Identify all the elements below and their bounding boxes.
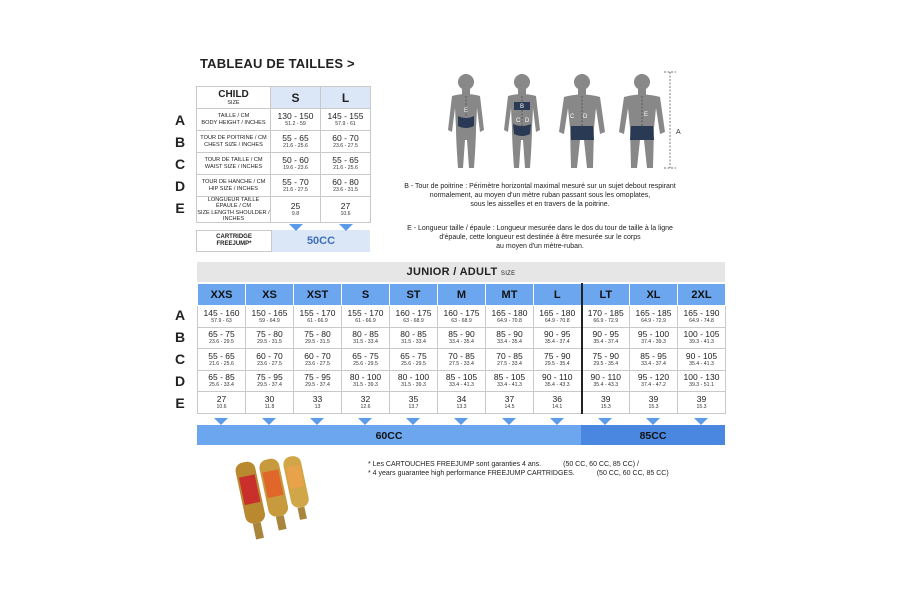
svg-text:D: D: [583, 114, 588, 120]
size-arrow: [310, 418, 324, 425]
adult-cell: 60 - 70 23.6 - 27.5: [294, 349, 342, 371]
child-cell: 55 - 70 21.6 - 27.5: [271, 175, 321, 197]
adult-cell: 100 - 105 39.3 - 41.3: [678, 327, 726, 349]
adult-cell: 65 - 75 23.6 - 29.5: [198, 327, 246, 349]
adult-size-header: LT: [582, 284, 630, 306]
body-measurement-figures: [430, 68, 690, 178]
child-cell: 27 10.6: [321, 197, 371, 223]
size-arrow: [502, 418, 516, 425]
svg-text:D: D: [525, 118, 530, 124]
child-arrow-s: [289, 224, 303, 231]
row-letter: C: [174, 351, 186, 367]
adult-cell: 95 - 100 37.4 - 39.3: [630, 327, 678, 349]
row-letter: B: [174, 329, 186, 345]
row-letter: C: [174, 156, 186, 172]
adult-cell: 95 - 120 37.4 - 47.2: [630, 370, 678, 392]
adult-table-row: [198, 327, 726, 349]
child-cell: 55 - 65 21.6 - 25.6: [321, 153, 371, 175]
row-letter: A: [174, 112, 186, 128]
adult-cell: 90 - 95 35.4 - 37.4: [582, 327, 630, 349]
svg-text:B: B: [520, 104, 525, 110]
child-cell: 60 - 80 23.6 - 31.5: [321, 175, 371, 197]
adult-cell: 165 - 180 64.9 - 70.8: [534, 306, 582, 328]
adult-cell: 80 - 85 31.5 - 33.4: [390, 327, 438, 349]
row-letter: D: [174, 178, 186, 194]
adult-cell: 75 - 80 29.5 - 31.5: [294, 327, 342, 349]
adult-cell: 65 - 75 25.6 - 29.5: [390, 349, 438, 371]
adult-size-header: XL: [630, 284, 678, 306]
adult-cell: 155 - 170 61 - 66.9: [342, 306, 390, 328]
adult-cell: 75 - 95 29.5 - 37.4: [246, 370, 294, 392]
child-table-row: [197, 153, 371, 175]
child-row-label: LONGUEUR TAILLE ÉPAULE / CM SIZE LENGTH SHOULDER / INCHES: [197, 197, 270, 222]
adult-cell: 100 - 130 39.3 - 51.1: [678, 370, 726, 392]
adult-size-header: XXS: [198, 284, 246, 306]
adult-cell: 90 - 110 35.4 - 43.3: [582, 370, 630, 392]
adult-cell: 34 13.3: [438, 392, 486, 414]
adult-table-row: [198, 349, 726, 371]
adult-cell: 33 13: [294, 392, 342, 414]
adult-cell: 165 - 185 64.9 - 72.9: [630, 306, 678, 328]
adult-size-header: XST: [294, 284, 342, 306]
child-table-row: [197, 175, 371, 197]
svg-text:C: C: [570, 114, 575, 120]
child-cartridge-label: CARTRIDGE FREEJUMP*: [196, 230, 272, 252]
adult-size-header: 2XL: [678, 284, 726, 306]
row-letter: E: [175, 395, 185, 411]
size-arrow: [406, 418, 420, 425]
adult-size-header: MT: [486, 284, 534, 306]
adult-cell: 165 - 180 64.9 - 70.8: [486, 306, 534, 328]
adult-cell: 70 - 85 27.5 - 33.4: [438, 349, 486, 371]
child-cell: 60 - 70 23.6 - 27.5: [321, 131, 371, 153]
adult-table-row: [198, 370, 726, 392]
guarantee-notes: * Les CARTOUCHES FREEJUMP sont garanties 4 ans. (50 CC, 60 CC, 85 CC) / * 4 years guarantee high performance FREEJUMP CARTRIDGES. (50 CC, 60 CC, 85 CC): [368, 461, 669, 477]
adult-cartridge-85cc: 85CC: [581, 425, 725, 445]
adult-size-header: S: [342, 284, 390, 306]
adult-cell: 65 - 75 25.6 - 29.5: [342, 349, 390, 371]
child-arrow-l: [339, 224, 353, 231]
adult-cell: 90 - 95 35.4 - 37.4: [534, 327, 582, 349]
row-letter: D: [174, 373, 186, 389]
adult-size-header: ST: [390, 284, 438, 306]
child-cell: 55 - 65 21.6 - 25.6: [271, 131, 321, 153]
adult-cell: 80 - 100 31.5 - 39.3: [342, 370, 390, 392]
child-table-row: [197, 109, 371, 131]
row-letter: B: [174, 134, 186, 150]
adult-cell: 60 - 70 23.6 - 27.5: [246, 349, 294, 371]
child-header: CHILD SIZE: [197, 87, 271, 109]
child-row-label: TAILLE / CM BODY HEIGHT / INCHES: [197, 109, 271, 131]
adult-cell: 80 - 85 31.5 - 33.4: [342, 327, 390, 349]
adult-cell: 30 11.8: [246, 392, 294, 414]
adult-cell: 27 10.6: [198, 392, 246, 414]
adult-cell: 85 - 105 33.4 - 41.3: [438, 370, 486, 392]
adult-cell: 85 - 90 33.4 - 35.4: [438, 327, 486, 349]
adult-table-row: [198, 306, 726, 328]
child-cell: 50 - 60 19.6 - 23.6: [271, 153, 321, 175]
adult-size-table: [197, 283, 726, 414]
size-arrow: [598, 418, 612, 425]
cartridges-image: [228, 448, 328, 548]
adult-cell: 160 - 175 63 - 68.9: [438, 306, 486, 328]
svg-text:E: E: [644, 112, 649, 118]
child-cartridge-cc: 50CC: [272, 230, 370, 252]
size-arrow: [694, 418, 708, 425]
child-cell: 130 - 150 51.2 - 59: [271, 109, 321, 131]
child-row-label: TOUR DE TAILLE / CM WAIST SIZE / INCHES: [197, 153, 271, 175]
adult-cell: 39 15.3: [582, 392, 630, 414]
size-arrow: [358, 418, 372, 425]
adult-cell: 55 - 65 21.6 - 25.6: [198, 349, 246, 371]
adult-cell: 85 - 105 33.4 - 41.3: [486, 370, 534, 392]
adult-cell: 155 - 170 61 - 66.9: [294, 306, 342, 328]
child-size-s: S: [271, 87, 321, 109]
adult-cell: 39 15.3: [678, 392, 726, 414]
description-e: E - Longueur taille / épaule : Longueur mesurée dans le dos du tour de taille à la ligne d'épaule, cette longueur est destinée à être mesurée sur le corps au moyen d'un mètre-ruban.: [407, 225, 673, 250]
adult-cell: 160 - 175 63 - 68.9: [390, 306, 438, 328]
child-row-label: TOUR DE HANCHE / CM HIP SIZE / INCHES: [197, 175, 271, 197]
child-cell: 145 - 155 57.9 - 61: [321, 109, 371, 131]
adult-table-row: [198, 392, 726, 414]
adult-cell: 32 12.6: [342, 392, 390, 414]
size-arrow: [550, 418, 564, 425]
child-row-label: TOUR DE POITRINE / CM CHEST SIZE / INCHES: [197, 131, 271, 153]
child-table-row: [197, 197, 371, 223]
size-arrow: [262, 418, 276, 425]
child-size-table: [196, 86, 371, 223]
adult-cell: 65 - 85 25.6 - 33.4: [198, 370, 246, 392]
row-letter: A: [174, 307, 186, 323]
adult-cell: 36 14.1: [534, 392, 582, 414]
adult-cell: 75 - 90 29.5 - 35.4: [534, 349, 582, 371]
adult-cell: 37 14.5: [486, 392, 534, 414]
adult-table-title: JUNIOR / ADULT SIZE: [197, 262, 725, 282]
adult-cell: 80 - 100 31.5 - 39.3: [390, 370, 438, 392]
svg-text:E: E: [464, 108, 469, 114]
adult-cell: 35 13.7: [390, 392, 438, 414]
adult-cell: 145 - 160 57.9 - 63: [198, 306, 246, 328]
adult-cell: 70 - 85 27.5 - 33.4: [486, 349, 534, 371]
adult-cell: 170 - 185 66.9 - 72.9: [582, 306, 630, 328]
adult-cell: 90 - 105 35.4 - 41.3: [678, 349, 726, 371]
child-table-row: [197, 131, 371, 153]
adult-size-header: XS: [246, 284, 294, 306]
size-arrow: [214, 418, 228, 425]
adult-cell: 39 15.3: [630, 392, 678, 414]
size-arrow: [646, 418, 660, 425]
adult-cell: 150 - 165 59 - 64.9: [246, 306, 294, 328]
adult-size-header: L: [534, 284, 582, 306]
description-b: B - Tour de poitrine : Périmètre horizontal maximal mesuré sur un sujet debout respirant normalement, au moyen d'un mètre ruban passant sous les omoplates, sous les aisselles et en travers de la poitrine.: [404, 183, 676, 208]
adult-cell: 75 - 80 29.5 - 31.5: [246, 327, 294, 349]
adult-cell: 90 - 110 35.4 - 43.3: [534, 370, 582, 392]
adult-cell: 165 - 190 64.9 - 74.8: [678, 306, 726, 328]
size-arrow: [454, 418, 468, 425]
child-size-l: L: [321, 87, 371, 109]
adult-cartridge-60cc: 60CC: [197, 425, 581, 445]
child-cell: 25 9.8: [271, 197, 321, 223]
adult-cell: 85 - 90 33.4 - 35.4: [486, 327, 534, 349]
figure-side-label: A: [676, 129, 681, 136]
row-letter: E: [175, 200, 185, 216]
adult-cell: 75 - 90 29.5 - 35.4: [582, 349, 630, 371]
adult-cell: 75 - 95 29.5 - 37.4: [294, 370, 342, 392]
adult-cell: 85 - 95 33.4 - 37.4: [630, 349, 678, 371]
svg-text:C: C: [516, 118, 521, 124]
adult-size-header: M: [438, 284, 486, 306]
page-title: TABLEAU DE TAILLES >: [200, 56, 355, 71]
